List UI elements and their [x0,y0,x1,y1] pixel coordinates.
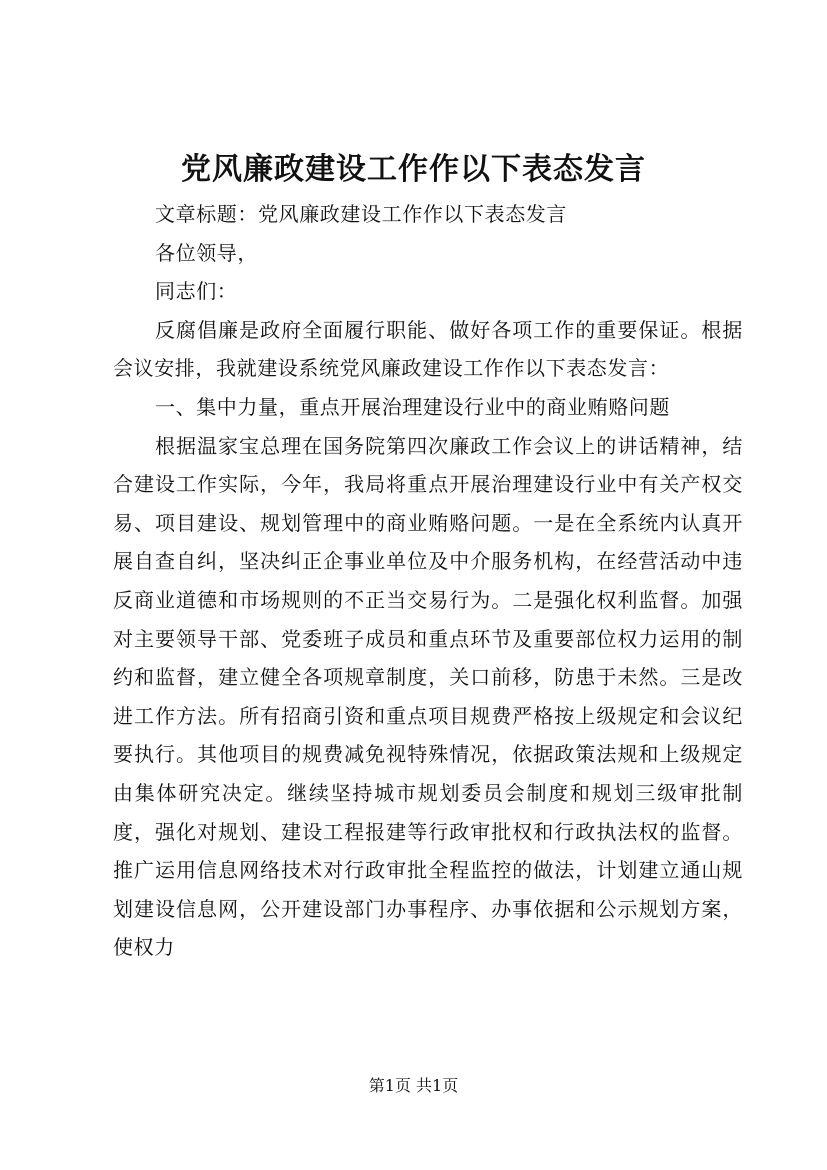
document-body [113,195,743,967]
article-title-line: 文章标题：党风廉政建设工作作以下表态发言 [155,202,567,226]
body-paragraph: 根据温家宝总理在国务院第四次廉政工作会议上的讲话精神，结合建设工作实际，今年，我局将重点开展治理建设行业中有关产权交易、项目建设、规划管理中的商业贿赂问题。一是在全系统内认真开展自查自纠，坚决纠正企事业单位及中介服务机构，在经营活动中违反商业道德和市场规则的不正当交易行为。二是强化权利监督。加强对主要领导干部、党委班子成员和重点环节及重要部位权力运用的制约和监督，建立健全各项规章制度，关口前移，防患于未然。三是改进工作方法。所有招商引资和重点项目规费严格按上级规定和会议纪要执行。其他项目的规费减免视特殊情况，依据政策法规和上级规定由集体研究决定。继续坚持城市规划委员会制度和规划三级审批制度，强化对规划、建设工程报建等行政审批权和行政执法权的监督。推广运用信息网络技术对行政审批全程监控的做法，计划建立通山规划建设信息网，公开建设部门办事程序、办事依据和公示规划方案，使权力 [113,433,743,960]
page-footer: 第1页 共1页 [368,1076,459,1095]
document-title: 党风廉政建设工作作以下表态发言 [181,152,646,187]
section-heading-1: 一、集中力量，重点开展治理建设行业中的商业贿赂问题 [155,394,670,419]
salutation-leaders: 各位领导， [155,240,258,265]
intro-paragraph: 反腐倡廉是政府全面履行职能、做好各项工作的重要保证。根据会议安排，我就建设系统党风廉政建设工作作以下表态发言： [113,317,743,381]
salutation-comrades: 同志们： [155,279,238,304]
